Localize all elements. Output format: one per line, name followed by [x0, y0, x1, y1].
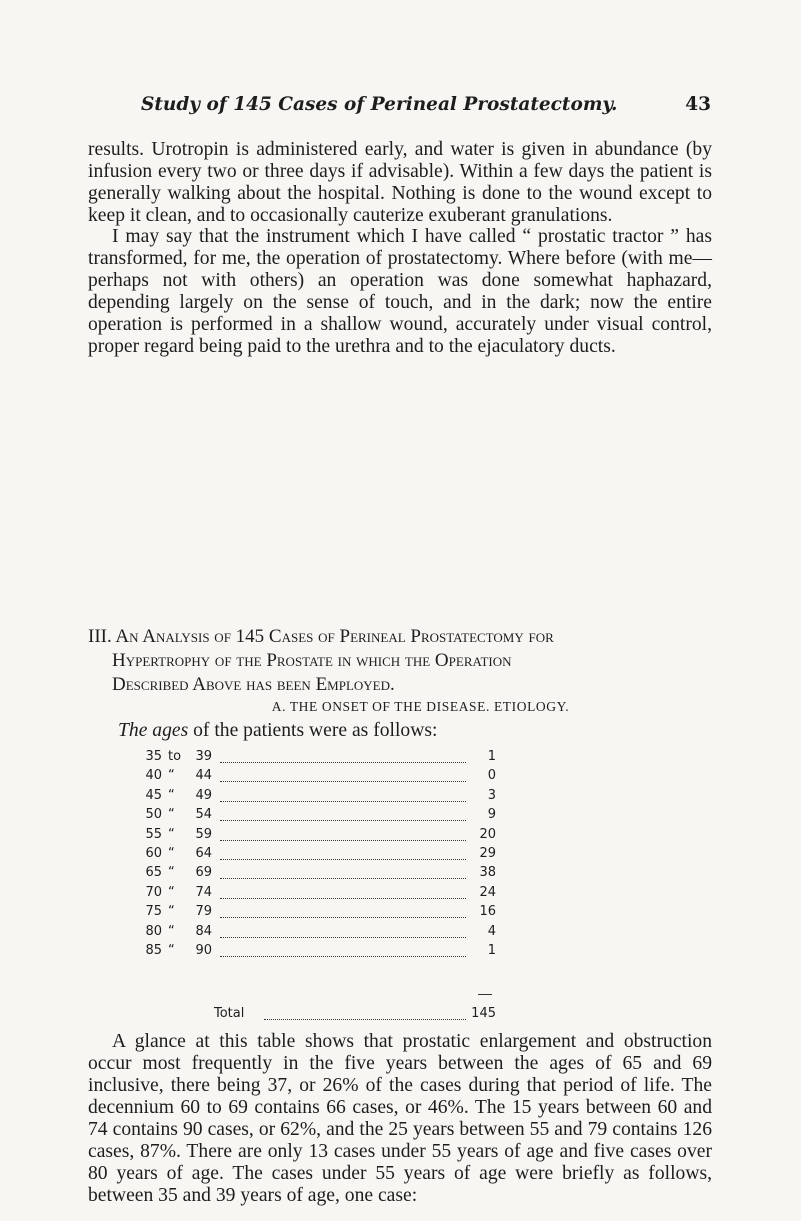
age-to-word: “ [168, 807, 175, 823]
table-row [144, 827, 496, 846]
running-title: Study of 145 Cases of Perineal Prostatectomy. [141, 94, 618, 115]
total-label: Total [214, 1006, 245, 1021]
age-from: 45 [145, 787, 162, 803]
paragraph-results: results. Urotropin is administered early, and water is given in abundance (by infusion every two or three days if advisable). Within a few days the patient is generally walking about the hospital. Nothing is done to the wound except to keep it clean, and to occasionally cauterize exuberant granulations. [88, 139, 712, 226]
table-row [144, 807, 496, 826]
age-from: 60 [145, 845, 162, 861]
table-intro [118, 720, 437, 742]
age-to-word: “ [168, 826, 175, 842]
dot-leader [220, 898, 466, 899]
age-to: 59 [195, 826, 212, 842]
age-from: 40 [145, 768, 162, 784]
paragraph-analysis [88, 1031, 712, 1207]
age-to-word: “ [168, 923, 175, 939]
section-heading-line-3: Described Above has been Employed. [112, 674, 395, 695]
table-intro-italic: The ages [118, 720, 189, 741]
dot-leader [220, 762, 466, 763]
dot-leader [220, 878, 466, 879]
page-header [0, 94, 801, 118]
case-count: 38 [479, 865, 496, 881]
case-count: 1 [487, 749, 496, 764]
age-from: 50 [145, 807, 162, 823]
age-to-word: “ [168, 787, 175, 803]
age-to: 49 [195, 787, 212, 803]
paragraph-tractor [88, 226, 712, 358]
dot-leader [220, 917, 466, 918]
total-rule [478, 994, 492, 995]
case-count: 3 [487, 787, 496, 803]
age-to-word: “ [168, 884, 175, 900]
table-intro-text: of the patients were as follows: [188, 720, 438, 741]
age-to: 69 [195, 865, 212, 881]
age-from: 75 [145, 904, 162, 920]
age-to: 74 [195, 884, 212, 900]
age-to-word: to [168, 749, 182, 764]
table-row [144, 749, 496, 768]
dot-leader [220, 956, 466, 957]
age-table [144, 749, 496, 962]
age-from: 55 [145, 826, 162, 842]
age-to: 39 [195, 749, 212, 764]
table-row [144, 768, 496, 787]
age-to: 90 [195, 942, 212, 958]
table-row [144, 885, 496, 904]
dot-leader [264, 1019, 466, 1020]
age-from: 35 [145, 749, 162, 764]
age-from: 85 [145, 942, 162, 958]
dot-leader [220, 801, 466, 802]
age-from: 65 [145, 865, 162, 881]
table-row [144, 846, 496, 865]
age-from: 70 [145, 884, 162, 900]
dot-leader [220, 820, 466, 821]
age-from: 80 [145, 923, 162, 939]
table-row [144, 865, 496, 884]
age-to: 79 [195, 904, 212, 920]
total-value: 145 [471, 1006, 496, 1021]
case-count: 29 [479, 845, 496, 861]
paragraph-analysis-text: A glance at this table shows that prostatic enlargement and obstruction occur most frequently in the five years between the ages of 65 and 69 inclusive, there being 37, or 26% of the cases during that period of life. The decennium 60 to 69 contains 66 cases, or 46%. The 15 years between 60 and 74 contains 90 cases, or 62%, and the 25 years between 55 and 79 contains 126 cases, 87%. There are only 13 cases under 55 years of age and five cases over 80 years of age. The cases under 55 years of age were briefly as follows, between 35 and 39 years of age, one case: [88, 1031, 712, 1206]
table-row [144, 788, 496, 807]
age-to: 84 [195, 923, 212, 939]
table-row [144, 904, 496, 923]
age-to: 64 [195, 845, 212, 861]
section-heading [88, 625, 712, 697]
paragraph-tractor-text: I may say that the instrument which I have called “ prostatic tractor ” has transformed, for me, the operation of prostatectomy. Where before (with me—perhaps not with others) an operation was done somewhat haphazard, depending largely on the sense of touch, and in the dark; now the entire operation is performed in a shallow wound, accurately under visual control, proper regard being paid to the urethra and to the ejaculatory ducts. [88, 226, 712, 357]
case-count: 16 [479, 904, 496, 920]
case-count: 1 [487, 942, 496, 958]
table-row [144, 924, 496, 943]
page-number: 43 [685, 94, 711, 115]
dot-leader [220, 781, 466, 782]
case-count: 9 [487, 807, 496, 823]
case-count: 4 [487, 923, 496, 939]
age-to: 44 [195, 768, 212, 784]
total-row [144, 1006, 496, 1026]
age-to-word: “ [168, 942, 175, 958]
age-to: 54 [195, 807, 212, 823]
case-count: 20 [479, 826, 496, 842]
age-to-word: “ [168, 865, 175, 881]
age-to-word: “ [168, 768, 175, 784]
section-heading-line-2: Hypertrophy of the Prostate in which the Operation [112, 650, 512, 671]
dot-leader [220, 840, 466, 841]
section-heading-line-1: III. An Analysis of 145 Cases of Perineal Prostatectomy for [88, 626, 554, 647]
table-row [144, 943, 496, 962]
age-to-word: “ [168, 845, 175, 861]
subsection-heading: A. THE ONSET OF THE DISEASE. ETIOLOGY. [271, 699, 570, 714]
case-count: 24 [479, 884, 496, 900]
case-count: 0 [487, 768, 496, 784]
dot-leader [220, 937, 466, 938]
age-to-word: “ [168, 904, 175, 920]
dot-leader [220, 859, 466, 860]
